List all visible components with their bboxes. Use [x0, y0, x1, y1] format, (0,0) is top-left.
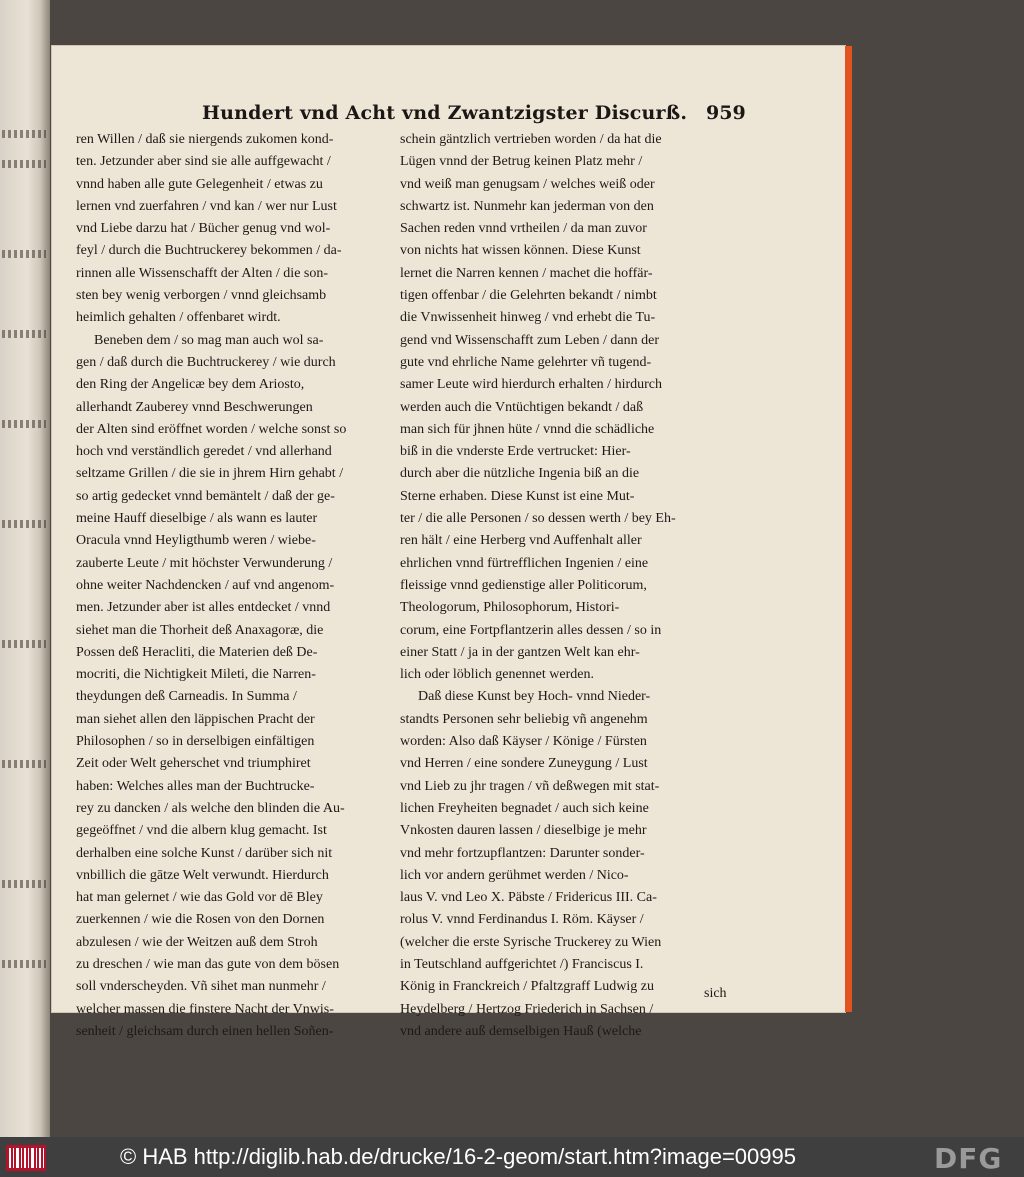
text-line: ren hält / eine Herberg vnd Auffenhalt aller	[400, 533, 642, 549]
text-line: den Ring der Angelicæ bey dem Ariosto,	[76, 377, 305, 393]
text-line: gen / daß durch die Buchtruckerey / wie durch	[76, 354, 336, 370]
text-line: men. Jetzunder aber ist alles entdecket / vnnd	[76, 600, 331, 616]
book-page	[52, 46, 845, 1039]
text-line: haben: Welches alles man der Buchtrucke-	[76, 778, 315, 794]
text-line: Beneben dem / so mag man auch wol sa-	[94, 332, 324, 348]
text-line: mocriti, die Nichtigkeit Mileti, die Narren-	[76, 667, 316, 683]
footer-bar	[0, 1137, 1024, 1177]
text-line: ohne weiter Nachdencken / auf vnd angenom-	[76, 577, 335, 593]
text-line: derhalben eine solche Kunst / darüber sich nit	[76, 845, 333, 861]
text-line: zuerkennen / wie die Rosen von den Dornen	[76, 912, 325, 928]
text-line: worden: Also daß Käyser / Könige / Fürsten	[400, 734, 647, 750]
text-line: Daß diese Kunst bey Hoch- vnnd Nieder-	[418, 689, 651, 705]
text-line: vnbillich die gātze Welt verwundt. Hierdurch	[76, 867, 329, 883]
text-line: vnd andere auß demselbigen Hauß (welche	[400, 1023, 642, 1039]
text-line: vnd mehr fortzupflantzen: Darunter sonder-	[400, 845, 645, 861]
text-column-right	[400, 129, 735, 1043]
text-line: einer Statt / ja in der gantzen Welt kan ehr-	[400, 644, 640, 660]
text-line: ren Willen / daß sie niergends zukomen kond-	[76, 132, 334, 147]
text-line: vnd Liebe darzu hat / Bücher genug vnd wol-	[76, 221, 331, 237]
text-line: König in Franckreich / Pfaltzgraff Ludwig zu	[400, 979, 655, 995]
text-line: meine Hauff dieselbige / als wann es lauter	[76, 511, 318, 527]
text-line: Sterne erhaben. Diese Kunst ist eine Mut-	[400, 488, 635, 504]
text-line: laus V. vnd Leo X. Päbste / Fridericus III. Ca-	[400, 890, 657, 906]
text-line: lernen vnd zuerfahren / vnd kan / wer nur Lust	[76, 198, 337, 214]
text-line: Theologorum, Philosophorum, Histori-	[400, 600, 620, 616]
bleed-through-line	[2, 760, 46, 768]
text-line: Heydelberg / Hertzog Friederich in Sachsen /	[400, 1001, 654, 1017]
text-line: zauberte Leute / mit höchster Verwunderung /	[76, 555, 333, 571]
text-line: man siehet allen den läppischen Pracht der	[76, 711, 315, 727]
text-line: man sich für jhnen hüte / vnnd die schädliche	[400, 421, 655, 437]
text-line: seltzame Grillen / die sie in jhrem Hirn gehabt /	[76, 466, 344, 482]
text-line: biß in die vnderste Erde vertrucket: Hier-	[400, 444, 631, 460]
catchword: sich	[704, 986, 727, 1001]
bleed-through-line	[2, 420, 46, 428]
text-line: durch aber die nützliche Ingenia biß an die	[400, 466, 640, 482]
bleed-through-line	[2, 330, 46, 338]
text-line: zu dreschen / wie man das gute von dem bösen	[76, 956, 340, 972]
dfg-logo: DFG	[934, 1142, 1003, 1175]
text-line: vnd Herren / eine sondere Zuneygung / Lust	[400, 756, 648, 772]
text-line: (welcher die erste Syrische Truckerey zu Wien	[400, 934, 662, 950]
text-line: rinnen alle Wissenschafft der Alten / die son-	[76, 265, 329, 281]
text-line: rolus V. vnnd Ferdinandus I. Röm. Käyser /	[400, 912, 644, 928]
text-line: Philosophen / so in derselbigen einfältigen	[76, 734, 315, 750]
text-line: siehet man die Thorheit deß Anaxagoræ, die	[76, 622, 324, 638]
text-line: vnd weiß man genugsam / welches weiß oder	[400, 176, 655, 192]
text-line: heimlich gehalten / offenbaret wirdt.	[76, 310, 281, 326]
text-line: allerhandt Zauberey vnnd Beschwerungen	[76, 399, 313, 415]
text-line: standts Personen sehr beliebig vñ angenehm	[400, 711, 648, 727]
text-line: soll vnderscheyden. Vñ sihet man nunmehr /	[76, 979, 326, 995]
text-line: samer Leute wird hierdurch erhalten / hirdurch	[400, 377, 663, 393]
bleed-through-line	[2, 160, 46, 168]
text-line: theydungen deß Carneadis. In Summa /	[76, 689, 297, 705]
text-line: vnd Lieb zu jhr tragen / vñ deßwegen mit stat-	[400, 778, 660, 794]
bleed-through-line	[2, 640, 46, 648]
bleed-through-line	[2, 880, 46, 888]
hab-barcode-logo-icon	[6, 1145, 46, 1171]
text-line: die Vnwissenheit hinweg / vnd erhebt die Tu-	[400, 310, 656, 326]
text-column-left	[76, 129, 411, 1043]
text-line: fleissige vnnd gedienstige aller Politicorum,	[400, 577, 647, 593]
text-line: senheit / gleichsam durch einen hellen Soñen-	[76, 1023, 334, 1039]
text-line: Sachen reden vnnd vrtheilen / da man zuvor	[400, 221, 647, 237]
text-line: gend vnd Wissenschafft zum Leben / dann der	[400, 332, 660, 348]
bleed-through-line	[2, 960, 46, 968]
text-line: gute vnd ehrliche Name gelehrter vñ tugend-	[400, 354, 652, 370]
text-line: hoch vnd verständlich geredet / vnd allerhand	[76, 444, 332, 460]
text-line: Vnkosten dauren lassen / dieselbige je mehr	[400, 823, 647, 839]
page-edge	[845, 46, 852, 1012]
copyright-url[interactable]: © HAB http://diglib.hab.de/drucke/16-2-geom/start.htm?image=00995	[120, 1144, 796, 1169]
text-line: lichen Freyheiten begnadet / auch sich keine	[400, 800, 649, 816]
text-line: feyl / durch die Buchtruckerey bekommen / da-	[76, 243, 342, 259]
text-line: welcher massen die finstere Nacht der Vnwis-	[76, 1001, 334, 1017]
text-line: schein gäntzlich vertrieben worden / da hat die	[400, 132, 662, 147]
text-line: abzulesen / wie der Weitzen auß dem Stroh	[76, 934, 318, 950]
running-head: Hundert vnd Acht vnd Zwantzigster Discurß.	[202, 102, 688, 124]
text-line: der Alten sind eröffnet worden / welche sonst so	[76, 421, 347, 437]
bleed-through-line	[2, 130, 46, 138]
text-line: ehrlichen vnnd fürtrefflichen Ingenien / eine	[400, 555, 649, 571]
text-line: ten. Jetzunder aber sind sie alle auffgewacht /	[76, 154, 331, 170]
text-line: ter / die alle Personen / so dessen werth / bey Eh-	[400, 511, 676, 527]
text-line: Zeit oder Welt geherschet vnd triumphiret	[76, 756, 311, 772]
text-line: hat man gelernet / wie das Gold vor dē Bley	[76, 890, 323, 906]
text-line: von nichts hat wissen können. Diese Kunst	[400, 243, 641, 259]
text-line: tigen offenbar / die Gelehrten bekandt / nimbt	[400, 288, 657, 304]
previous-page-edge	[0, 0, 50, 1137]
text-line: lernet die Narren kennen / machet die hoffär-	[400, 265, 653, 281]
page-number: 959	[706, 102, 746, 124]
text-line: lich oder löblich genennet werden.	[400, 667, 594, 683]
text-line: so artig gedecket vnnd bemäntelt / daß der ge-	[76, 488, 335, 504]
text-line: in Teutschland auffgerichtet /) Franciscus I.	[400, 956, 644, 972]
text-line: Possen deß Heracliti, die Materien deß De-	[76, 644, 318, 660]
text-line: vnnd haben alle gute Gelegenheit / etwas zu	[76, 176, 323, 192]
text-line: lich vor andern gerühmet werden / Nico-	[400, 867, 629, 883]
text-line: rey zu dancken / als welche den blinden die Au-	[76, 800, 345, 816]
text-line: corum, eine Fortpflantzerin alles dessen / so in	[400, 622, 662, 638]
bleed-through-line	[2, 250, 46, 258]
bleed-through-line	[2, 520, 46, 528]
text-line: werden auch die Vntüchtigen bekandt / daß	[400, 399, 644, 415]
text-line: sten bey wenig verborgen / vnnd gleichsamb	[76, 288, 327, 304]
text-line: Lügen vnnd der Betrug keinen Platz mehr /	[400, 154, 643, 170]
text-line: gegeöffnet / vnd die albern klug gemacht. Ist	[76, 823, 327, 839]
text-line: schwartz ist. Nunmehr kan jederman von den	[400, 198, 654, 214]
text-line: Oracula vnnd Heyligthumb weren / wiebe-	[76, 533, 316, 549]
